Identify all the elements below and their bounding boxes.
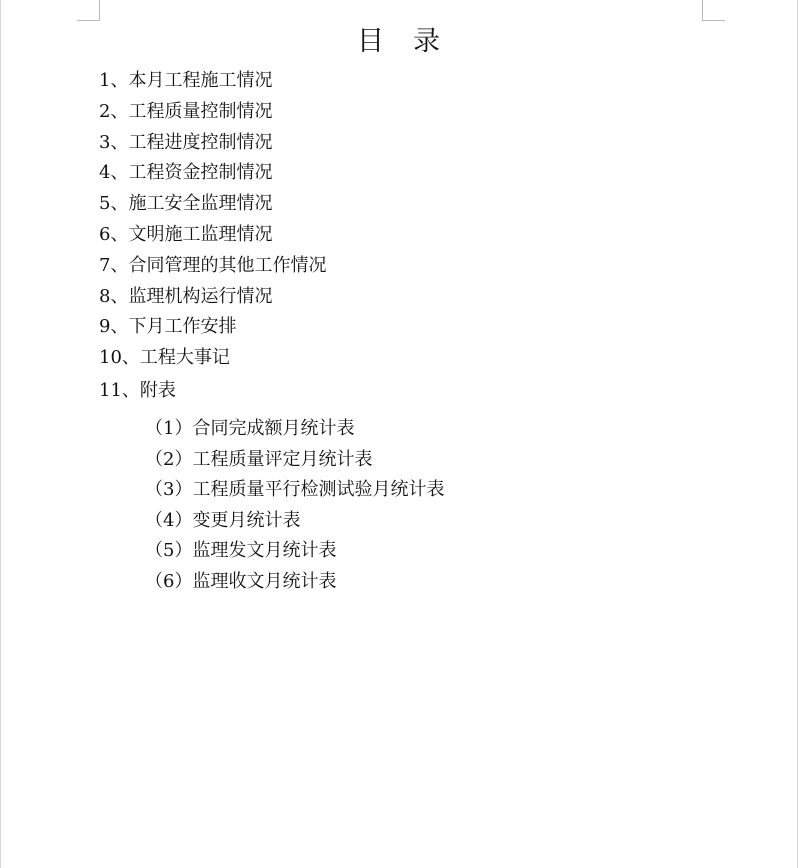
crop-mark-top-left <box>77 0 100 21</box>
toc-item: 2、工程质量控制情况 <box>99 100 273 122</box>
toc-item: 6、文明施工监理情况 <box>99 223 273 245</box>
appendix-list <box>145 414 444 598</box>
appendix-item: （5）监理发文月统计表 <box>145 540 337 562</box>
toc-item: 7、合同管理的其他工作情况 <box>99 254 327 276</box>
toc-list <box>99 66 326 407</box>
toc-item: 11、附表 <box>99 379 176 401</box>
toc-item: 10、工程大事记 <box>99 347 230 369</box>
toc-item: 3、工程进度控制情况 <box>99 131 273 153</box>
appendix-item: （6）监理收文月统计表 <box>145 570 337 592</box>
title-char-2: 录 <box>413 26 441 57</box>
toc-item: 8、监理机构运行情况 <box>99 285 273 307</box>
toc-item: 5、施工安全监理情况 <box>99 193 273 215</box>
page-title <box>1 22 797 62</box>
appendix-item: （1）合同完成额月统计表 <box>145 418 355 439</box>
crop-mark-top-right <box>702 0 725 21</box>
appendix-item: （4）变更月统计表 <box>145 509 301 531</box>
toc-item: 9、下月工作安排 <box>99 316 237 338</box>
title-char-1: 目 <box>357 26 385 57</box>
toc-item: 4、工程资金控制情况 <box>99 162 273 184</box>
appendix-item: （2）工程质量评定月统计表 <box>145 448 373 470</box>
appendix-item: （3）工程质量平行检测试验月统计表 <box>145 479 445 501</box>
toc-item: 1、本月工程施工情况 <box>99 70 273 91</box>
